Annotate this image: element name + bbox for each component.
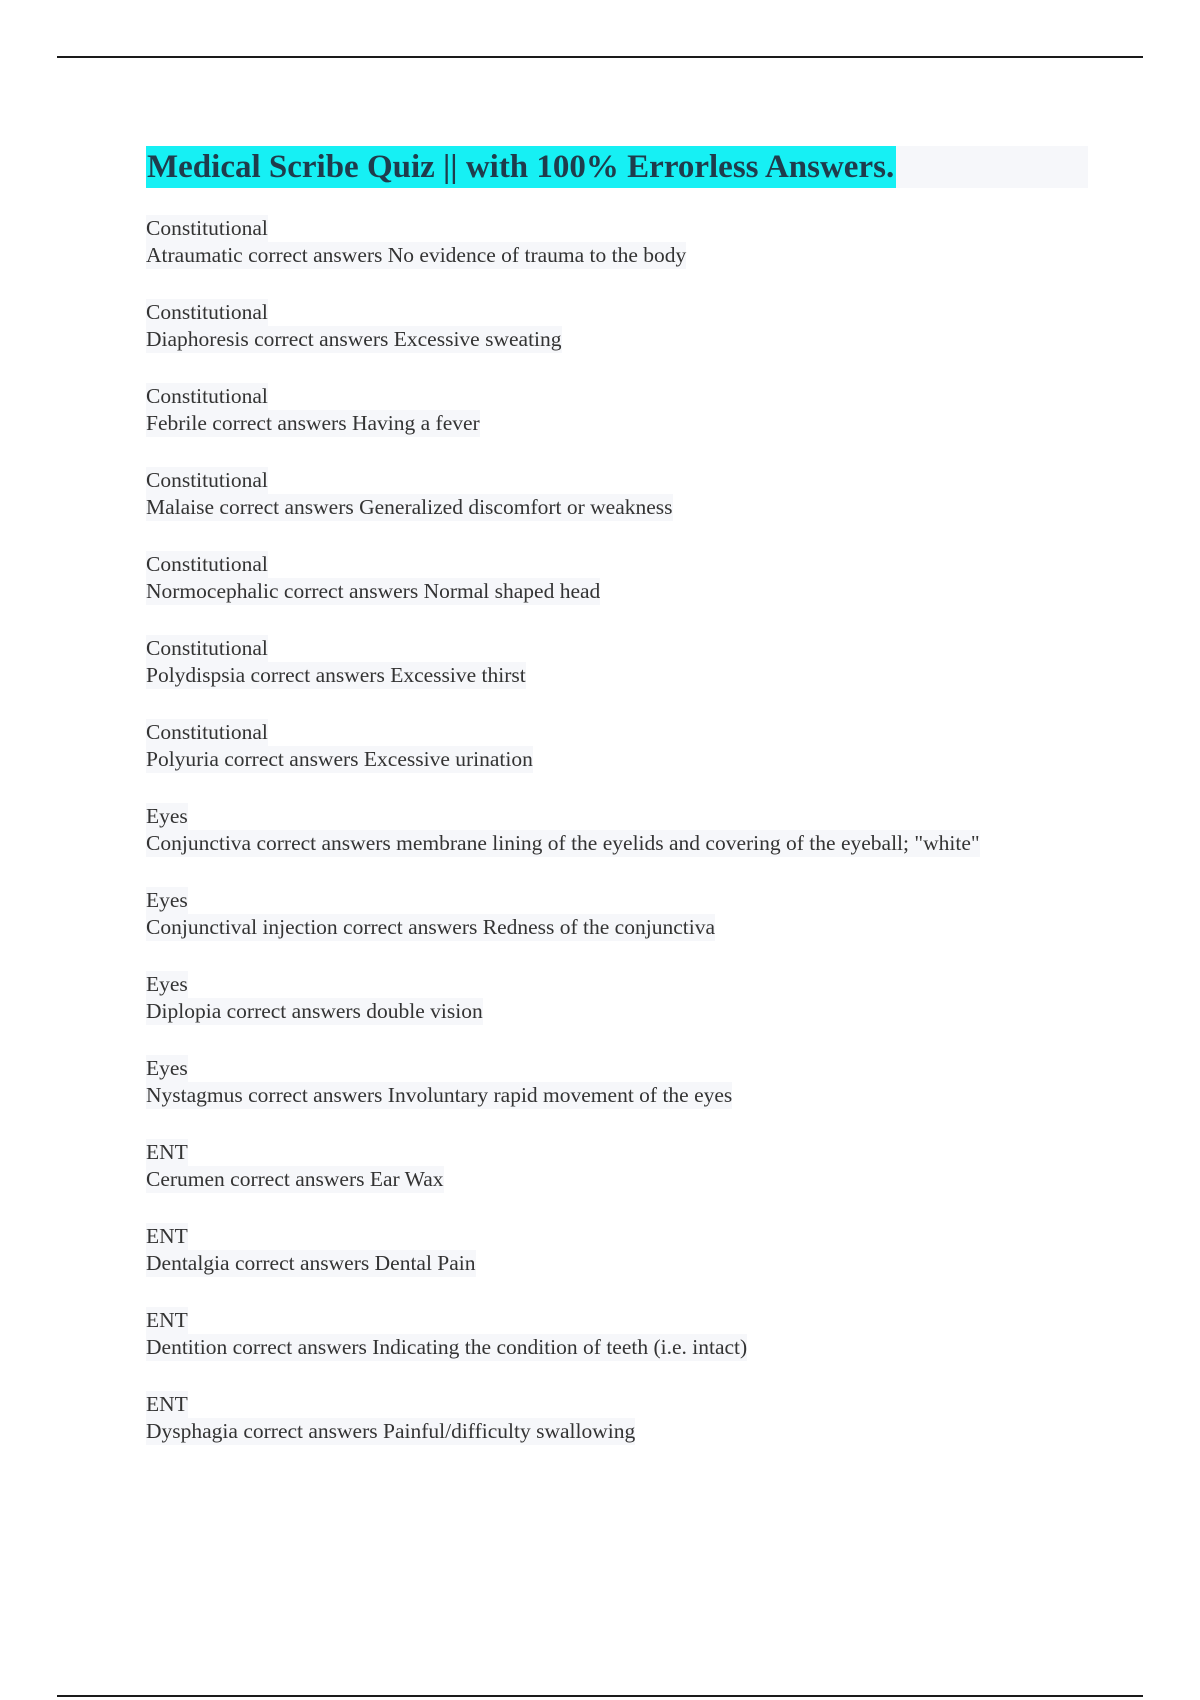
- entry-answer: Conjunctival injection correct answers Redness of the conjunctiva: [146, 915, 715, 939]
- entry-answer: Atraumatic correct answers No evidence of trauma to the body: [146, 243, 687, 267]
- entry-answer: Dentition correct answers Indicating the condition of teeth (i.e. intact): [146, 1335, 748, 1359]
- entry-category: Eyes: [146, 972, 188, 996]
- list-item: [146, 803, 1086, 887]
- list-item: [146, 635, 1086, 719]
- document-title: Medical Scribe Quiz || with 100% Errorless Answers.: [146, 146, 896, 188]
- entry-answer: Diaphoresis correct answers Excessive sweating: [146, 327, 562, 351]
- document-body: [146, 146, 1086, 1475]
- list-item: [146, 1307, 1086, 1391]
- list-item: [146, 971, 1086, 1055]
- entry-category: ENT: [146, 1140, 188, 1164]
- entry-answer: Polydispsia correct answers Excessive thirst: [146, 663, 526, 687]
- entry-category: Constitutional: [146, 720, 268, 744]
- list-item: [146, 467, 1086, 551]
- entry-answer: Dysphagia correct answers Painful/difficulty swallowing: [146, 1419, 636, 1443]
- entry-answer: Malaise correct answers Generalized discomfort or weakness: [146, 495, 673, 519]
- list-item: [146, 1391, 1086, 1475]
- list-item: [146, 887, 1086, 971]
- list-item: [146, 1139, 1086, 1223]
- entry-category: ENT: [146, 1308, 188, 1332]
- entry-category: Constitutional: [146, 216, 268, 240]
- entry-category: ENT: [146, 1392, 188, 1416]
- entry-answer: Polyuria correct answers Excessive urination: [146, 747, 533, 771]
- entry-answer: Conjunctiva correct answers membrane lining of the eyelids and covering of the eyeball; "white": [146, 831, 980, 855]
- entry-list: [146, 215, 1086, 1475]
- entry-category: Eyes: [146, 1056, 188, 1080]
- entry-answer: Diplopia correct answers double vision: [146, 999, 483, 1023]
- header-rule: [57, 56, 1143, 58]
- entry-answer: Dentalgia correct answers Dental Pain: [146, 1251, 476, 1275]
- list-item: [146, 1223, 1086, 1307]
- list-item: [146, 215, 1086, 299]
- entry-category: Constitutional: [146, 636, 268, 660]
- entry-category: Eyes: [146, 888, 188, 912]
- entry-answer: Nystagmus correct answers Involuntary rapid movement of the eyes: [146, 1083, 733, 1107]
- list-item: [146, 1055, 1086, 1139]
- list-item: [146, 383, 1086, 467]
- entry-category: Eyes: [146, 804, 188, 828]
- entry-category: ENT: [146, 1224, 188, 1248]
- entry-answer: Febrile correct answers Having a fever: [146, 411, 480, 435]
- entry-category: Constitutional: [146, 384, 268, 408]
- entry-category: Constitutional: [146, 300, 268, 324]
- list-item: [146, 551, 1086, 635]
- list-item: [146, 299, 1086, 383]
- entry-answer: Normocephalic correct answers Normal shaped head: [146, 579, 601, 603]
- footer-rule: [57, 1695, 1143, 1697]
- entry-category: Constitutional: [146, 468, 268, 492]
- list-item: [146, 719, 1086, 803]
- entry-category: Constitutional: [146, 552, 268, 576]
- entry-answer: Cerumen correct answers Ear Wax: [146, 1167, 444, 1191]
- title-bar: [146, 146, 1088, 188]
